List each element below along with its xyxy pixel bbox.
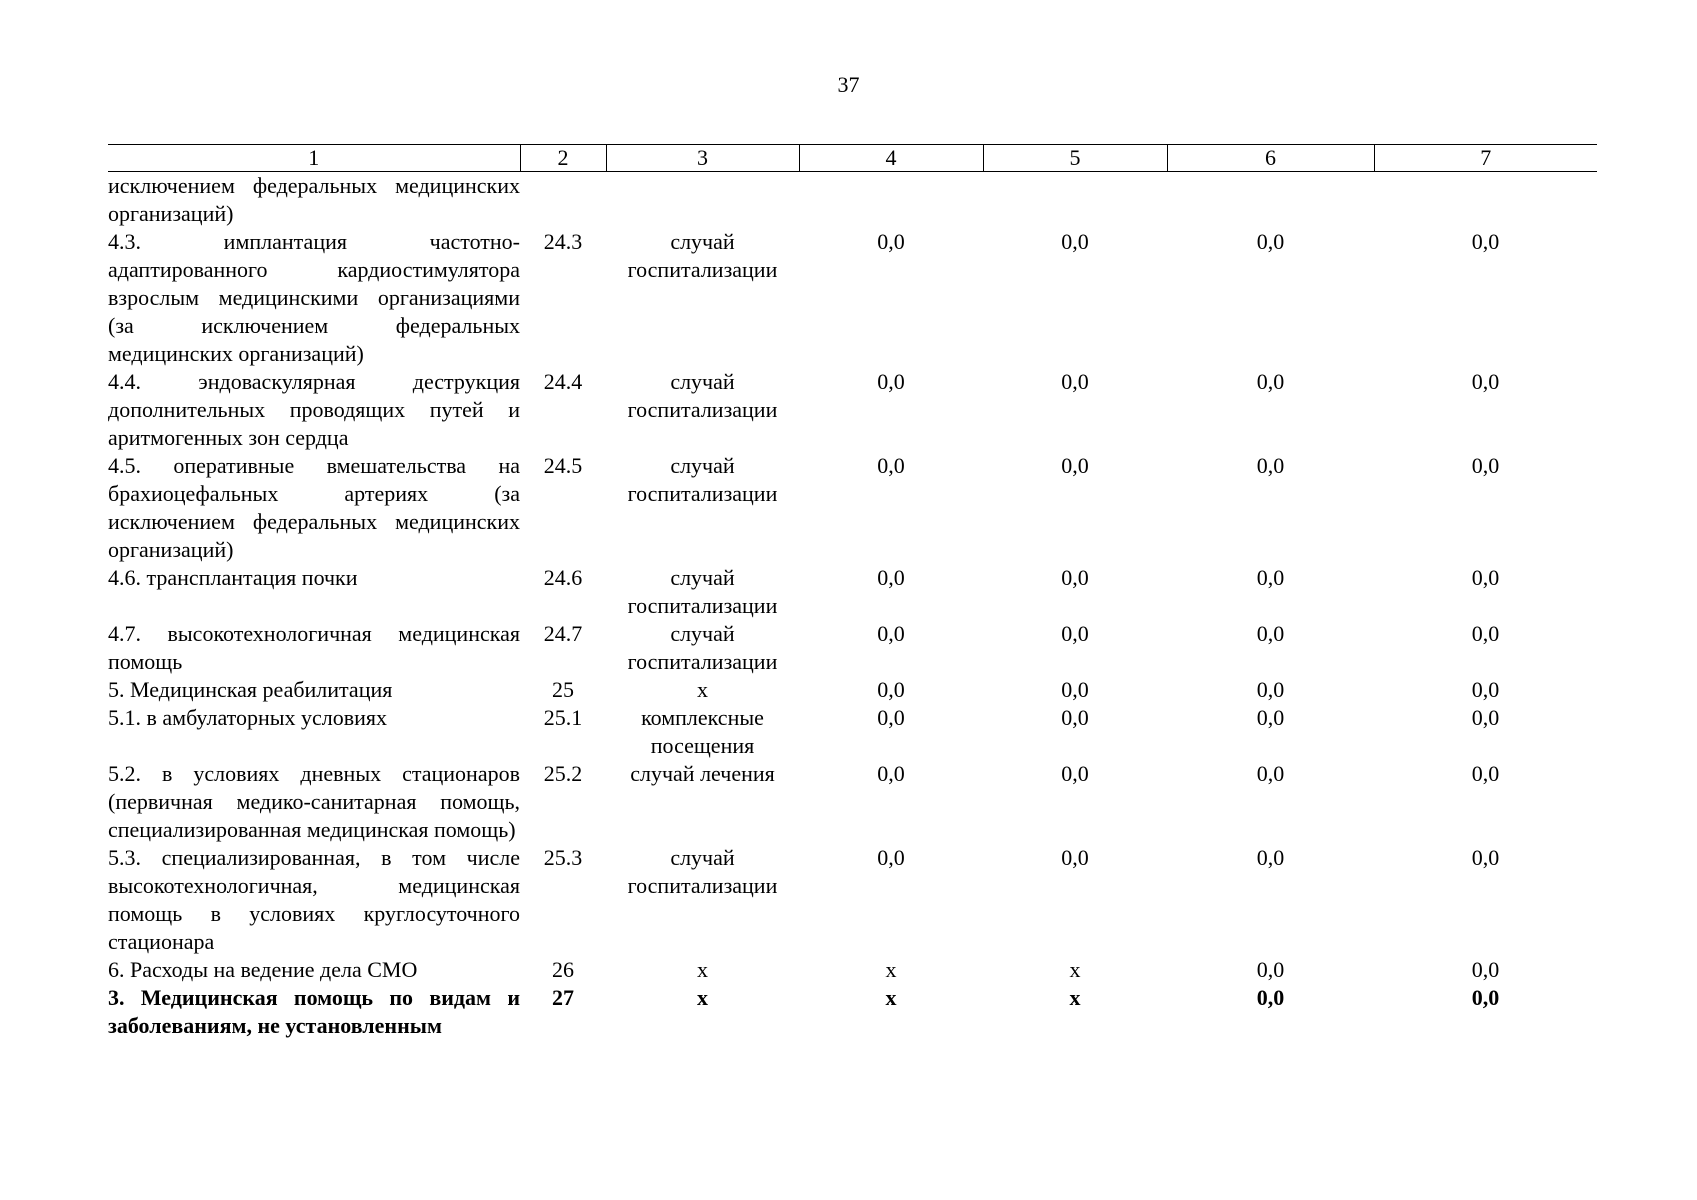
table-body — [108, 172, 1597, 1041]
header-cell: 5 — [983, 145, 1167, 172]
row-value-cell — [1374, 172, 1597, 229]
table-row — [108, 228, 1597, 368]
table-row — [108, 564, 1597, 620]
table-row — [108, 704, 1597, 760]
table-row — [108, 368, 1597, 452]
row-value-cell: 0,0 — [1061, 453, 1089, 478]
row-code-cell: 24.3 — [543, 229, 583, 254]
row-unit-cell: случай госпитализации — [627, 565, 778, 618]
row-value-cell: 0,0 — [1256, 705, 1285, 730]
row-value-cell: 0,0 — [877, 229, 905, 254]
row-value-cell: 0,0 — [1061, 845, 1089, 870]
header-cell: 2 — [520, 145, 606, 172]
table-row — [108, 172, 1597, 229]
row-value-cell: 0,0 — [877, 761, 905, 786]
header-cell: 7 — [1374, 145, 1597, 172]
table-row — [108, 620, 1597, 676]
row-code-cell: 25.1 — [543, 705, 583, 730]
row-unit-cell — [606, 172, 799, 229]
row-value-cell: 0,0 — [1471, 677, 1500, 702]
row-name-cell: 3. Медицинская помощь по видам и заболеваниям, не установленным — [108, 985, 520, 1038]
row-value-cell: 0,0 — [1256, 453, 1285, 478]
row-value-cell: 0,0 — [1471, 761, 1500, 786]
row-value-cell — [1167, 172, 1374, 229]
table-row — [108, 760, 1597, 844]
row-code-cell — [520, 172, 606, 229]
row-value-cell: 0,0 — [1471, 229, 1500, 254]
row-value-cell: 0,0 — [1061, 565, 1089, 590]
header-cell: 6 — [1167, 145, 1374, 172]
row-value-cell: х — [1069, 957, 1081, 982]
row-code-cell: 27 — [552, 985, 574, 1010]
row-name-cell: 4.7. высокотехнологичная медицинская помощь — [108, 621, 520, 674]
row-name-cell: 5.2. в условиях дневных стационаров (первичная медико-санитарная помощь, специализированная медицинская помощь) — [108, 761, 520, 842]
row-value-cell: 0,0 — [877, 621, 905, 646]
row-value-cell: 0,0 — [1061, 621, 1089, 646]
row-value-cell: 0,0 — [1256, 677, 1285, 702]
row-value-cell: х — [885, 985, 897, 1010]
row-value-cell: 0,0 — [1061, 705, 1089, 730]
header-cell: 4 — [799, 145, 983, 172]
row-value-cell: 0,0 — [1471, 621, 1500, 646]
table-row — [108, 676, 1597, 704]
table-row — [108, 452, 1597, 564]
row-value-cell — [799, 172, 983, 229]
row-name-cell: 5.3. специализированная, в том числе высокотехнологичная, медицинская помощь в условиях круглосуточного стационара — [108, 845, 520, 954]
row-value-cell: 0,0 — [877, 565, 905, 590]
row-value-cell: 0,0 — [1256, 229, 1285, 254]
row-value-cell: 0,0 — [1061, 761, 1089, 786]
row-value-cell: 0,0 — [1256, 845, 1285, 870]
row-code-cell: 24.4 — [543, 369, 583, 394]
header-cell: 3 — [606, 145, 799, 172]
data-table — [108, 144, 1597, 1040]
row-value-cell — [983, 172, 1167, 229]
row-value-cell: 0,0 — [1471, 845, 1500, 870]
row-value-cell: 0,0 — [877, 677, 905, 702]
row-name-cell: 4.6. трансплантация почки — [108, 565, 358, 590]
row-name-cell: 4.4. эндоваскулярная деструкция дополнительных проводящих путей и аритмогенных зон сердца — [108, 369, 520, 450]
header-cell: 1 — [108, 145, 520, 172]
row-value-cell: 0,0 — [1061, 229, 1089, 254]
row-code-cell: 25.3 — [543, 845, 583, 870]
row-name-cell: 6. Расходы на ведение дела СМО — [108, 957, 418, 982]
row-unit-cell: случай лечения — [630, 761, 775, 786]
row-value-cell: 0,0 — [1061, 677, 1089, 702]
row-name-cell: 4.3. имплантация частотно-адаптированного кардиостимулятора взрослым медицинскими организациями (за исключением федеральных медицинских организаций) — [108, 229, 520, 366]
row-code-cell: 24.5 — [543, 453, 583, 478]
row-unit-cell: х — [697, 677, 708, 702]
row-value-cell: 0,0 — [1471, 985, 1500, 1010]
table-row — [108, 956, 1597, 984]
row-value-cell: х — [1069, 985, 1081, 1010]
row-value-cell: 0,0 — [1256, 565, 1285, 590]
row-name-cell: исключением федеральных медицинских организаций) — [108, 173, 520, 226]
row-unit-cell: случай госпитализации — [627, 845, 778, 898]
row-value-cell: 0,0 — [1471, 705, 1500, 730]
row-code-cell: 24.6 — [543, 565, 583, 590]
row-code-cell: 24.7 — [543, 621, 583, 646]
row-value-cell: х — [885, 957, 897, 982]
row-value-cell: 0,0 — [877, 453, 905, 478]
row-value-cell: 0,0 — [1256, 957, 1285, 982]
row-code-cell: 25 — [552, 677, 574, 702]
page-number: 37 — [837, 72, 860, 97]
row-unit-cell: случай госпитализации — [627, 369, 778, 422]
row-value-cell: 0,0 — [1256, 761, 1285, 786]
row-value-cell: 0,0 — [877, 705, 905, 730]
row-value-cell: 0,0 — [1471, 957, 1500, 982]
table-row — [108, 844, 1597, 956]
table-row — [108, 984, 1597, 1040]
row-unit-cell: х — [697, 985, 708, 1010]
row-value-cell: 0,0 — [1471, 565, 1500, 590]
row-value-cell: 0,0 — [1256, 369, 1285, 394]
row-value-cell: 0,0 — [1471, 369, 1500, 394]
row-unit-cell: х — [697, 957, 708, 982]
row-name-cell: 4.5. оперативные вмешательства на брахиоцефальных артериях (за исключением федеральных медицинских организаций) — [108, 453, 520, 562]
row-unit-cell: случай госпитализации — [627, 621, 778, 674]
row-value-cell: 0,0 — [1061, 369, 1089, 394]
row-name-cell: 5.1. в амбулаторных условиях — [108, 705, 388, 730]
row-value-cell: 0,0 — [1471, 453, 1500, 478]
row-unit-cell: комплексные посещения — [641, 705, 764, 758]
row-value-cell: 0,0 — [877, 845, 905, 870]
row-name-cell: 5. Медицинская реабилитация — [108, 677, 393, 702]
row-value-cell: 0,0 — [1256, 621, 1285, 646]
table-header-row — [108, 145, 1597, 172]
row-code-cell: 26 — [552, 957, 574, 982]
row-value-cell: 0,0 — [1256, 985, 1285, 1010]
row-code-cell: 25.2 — [543, 761, 583, 786]
row-unit-cell: случай госпитализации — [627, 453, 778, 506]
row-value-cell: 0,0 — [877, 369, 905, 394]
row-unit-cell: случай госпитализации — [627, 229, 778, 282]
